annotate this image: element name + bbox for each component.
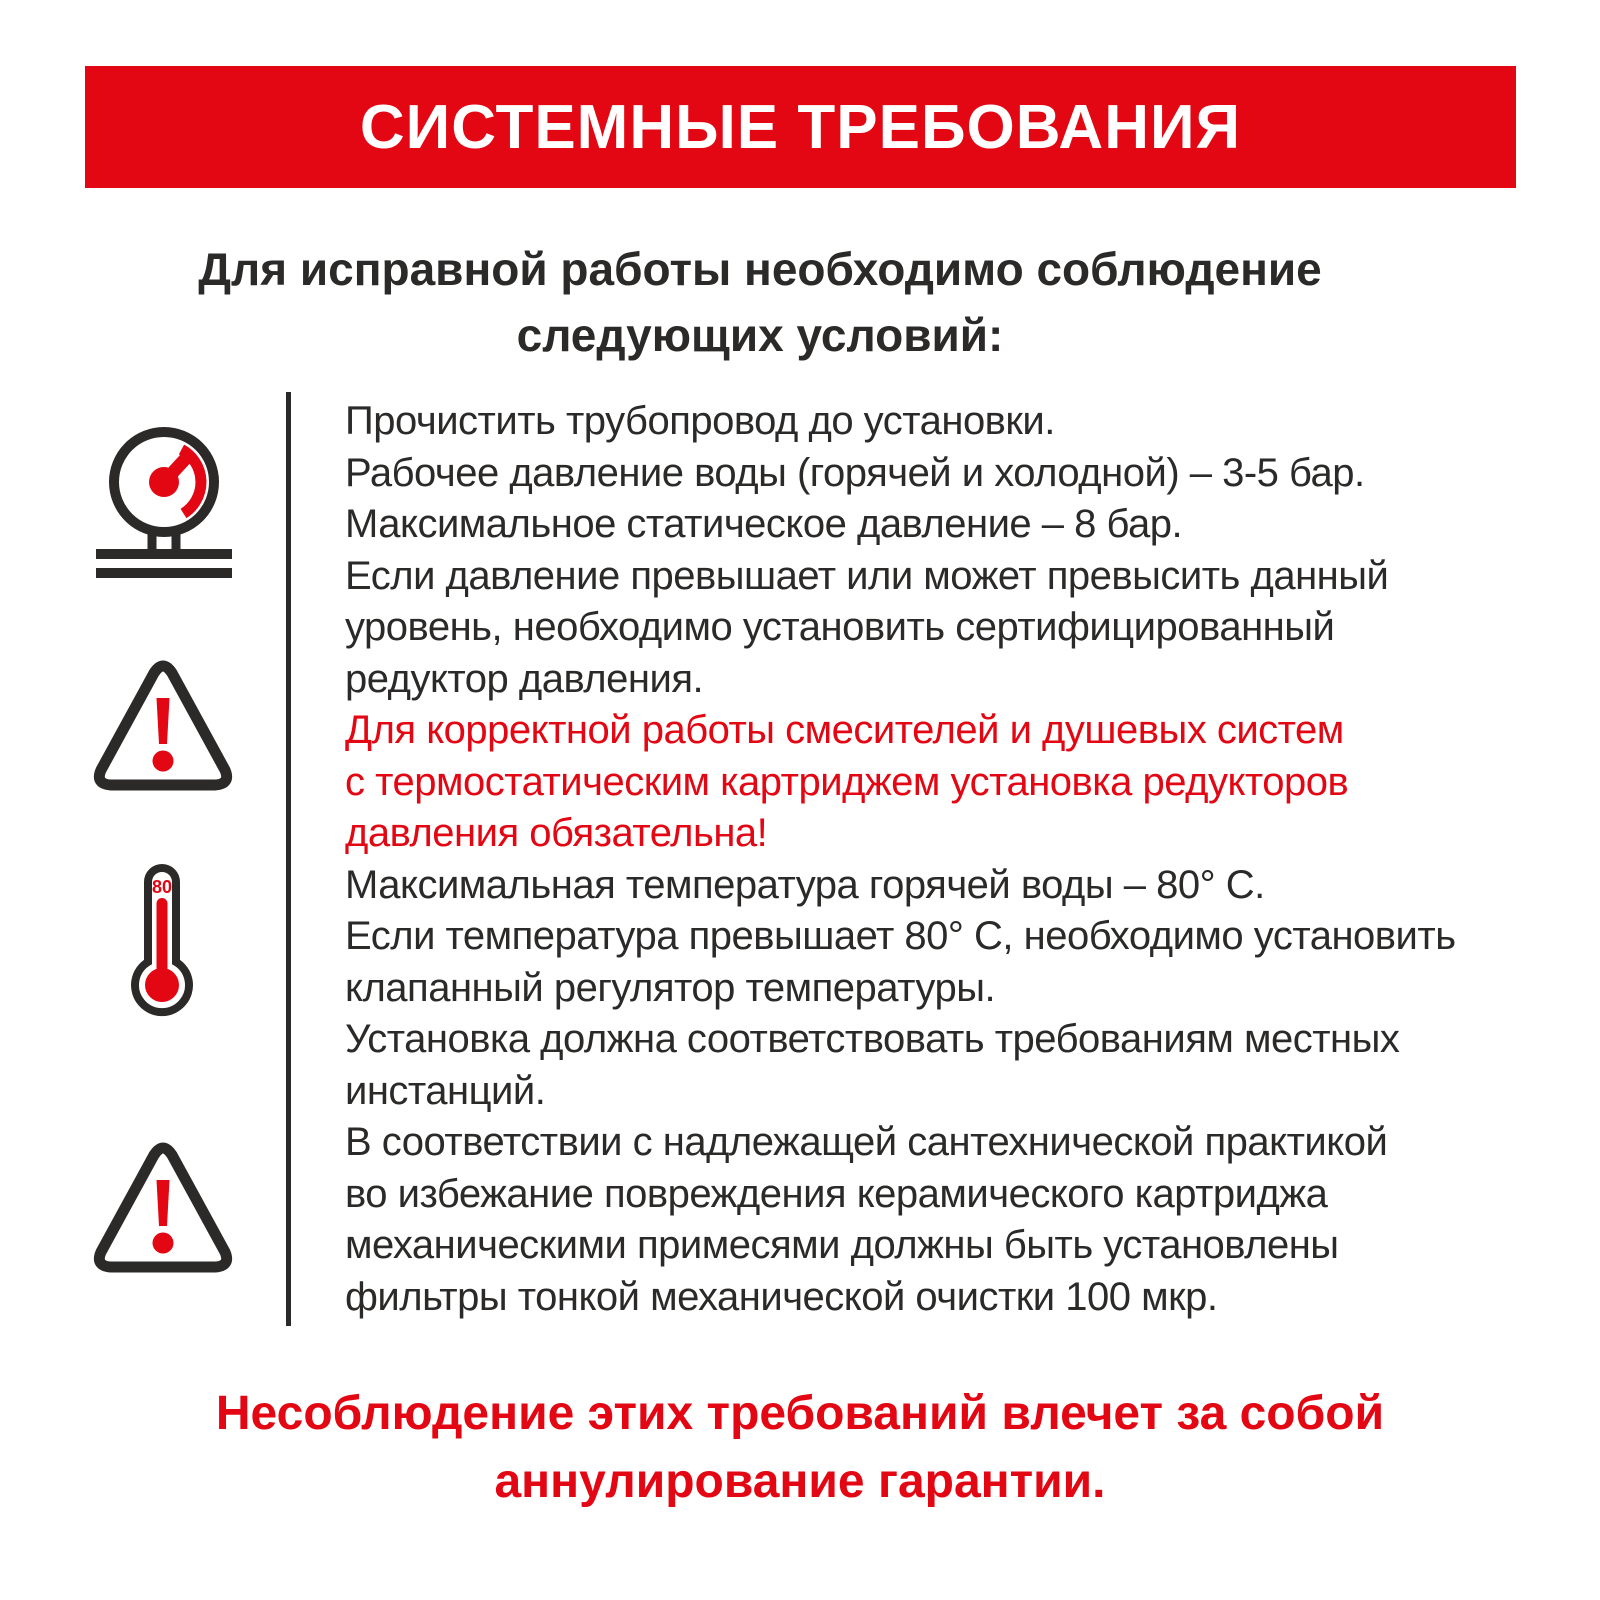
vertical-divider — [286, 392, 291, 1326]
requirement-line: механическими примесями должны быть установлены — [345, 1223, 1339, 1267]
requirement-line: уровень, необходимо установить сертифицированный — [345, 605, 1335, 649]
requirement-line: инстанций. — [345, 1068, 546, 1113]
requirement-line: Если температура превышает 80° С, необходимо установить — [345, 914, 1456, 958]
page-title: СИСТЕМНЫЕ ТРЕБОВАНИЯ — [359, 92, 1242, 162]
requirement-line: во избежание повреждения керамического картриджа — [345, 1171, 1328, 1216]
thermometer-icon — [122, 858, 202, 1020]
warranty-warning-line2: аннулирование гарантии. — [494, 1455, 1106, 1508]
requirement-line: давления обязательна! — [345, 811, 768, 855]
requirement-line: В соответствии с надлежащей сантехнической практикой — [345, 1120, 1388, 1164]
requirement-line: Прочистить трубопровод до установки. — [345, 399, 1055, 443]
requirement-line: с термостатическим картриджем установка редукторов — [345, 759, 1349, 804]
requirement-line: Максимальная температура горячей воды – 80° С. — [345, 862, 1265, 907]
requirement-line: Максимальное статическое давление – 8 бар. — [345, 502, 1183, 546]
intro-heading-line2: следующих условий: — [516, 309, 1004, 361]
intro-heading-line1: Для исправной работы необходимо соблюдение — [198, 243, 1322, 295]
thermometer-max-label: 80 — [151, 877, 173, 897]
pressure-gauge-icon — [90, 414, 238, 580]
warning-triangle-icon — [92, 1142, 234, 1274]
warning-triangle-icon — [92, 660, 234, 792]
intro-heading — [60, 236, 1460, 368]
warranty-warning-line1: Несоблюдение этих требований влечет за собой — [215, 1387, 1385, 1440]
requirement-line: клапанный регулятор температуры. — [345, 965, 996, 1010]
requirement-line: редуктор давления. — [345, 656, 704, 701]
requirements-list — [345, 396, 1545, 1323]
requirement-line: Для корректной работы смесителей и душевых систем — [345, 708, 1344, 752]
requirement-line: Установка должна соответствовать требованиям местных — [345, 1017, 1400, 1061]
warranty-warning — [80, 1380, 1520, 1516]
title-banner — [85, 66, 1516, 188]
requirement-line: Если давление превышает или может превысить данный — [345, 553, 1389, 598]
requirement-line: Рабочее давление воды (горячей и холодной) – 3-5 бар. — [345, 450, 1365, 495]
requirement-line: фильтры тонкой механической очистки 100 мкр. — [345, 1274, 1218, 1319]
